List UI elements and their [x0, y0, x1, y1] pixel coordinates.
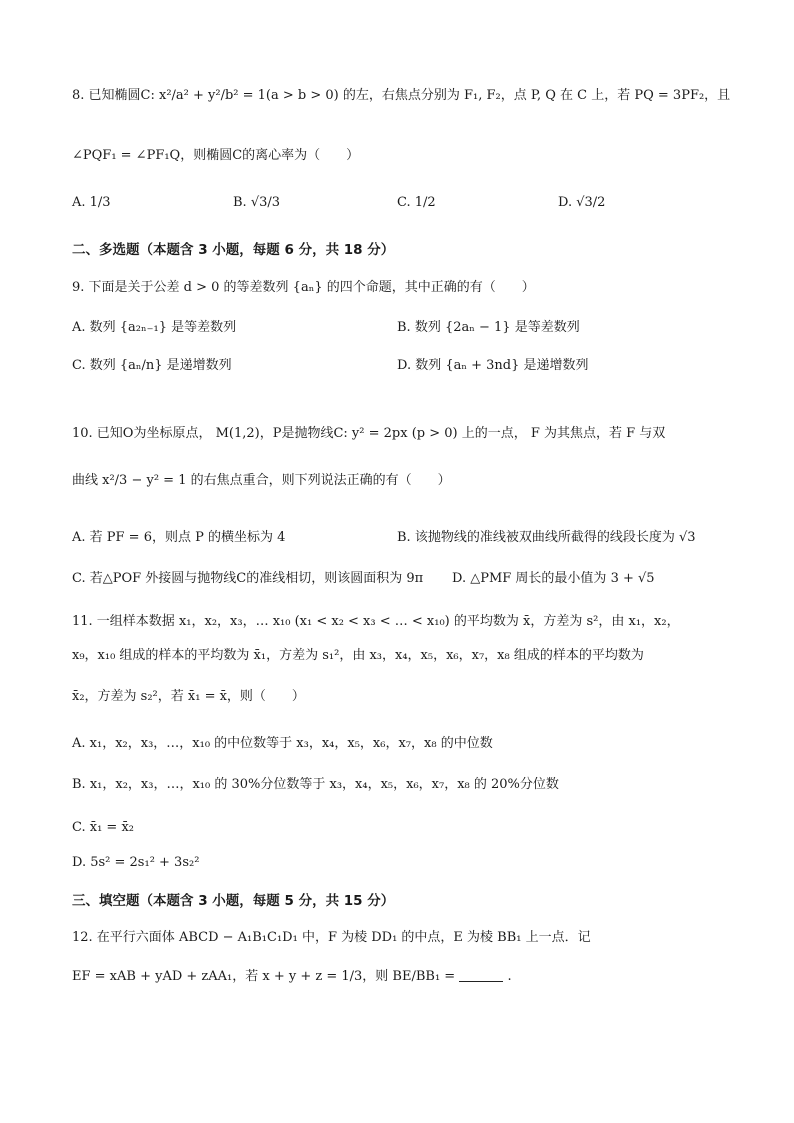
q10-option-b: B. 该抛物线的准线被双曲线所截得的线段长度为 √3	[397, 530, 696, 545]
q12-line1: 12. 在平行六面体 ABCD − A₁B₁C₁D₁ 中，F 为棱 DD₁ 的中点，E 为棱 BB₁ 上一点．记	[72, 930, 591, 945]
q11-option-b: B. x₁，x₂，x₃，…，x₁₀ 的 30%分位数等于 x₃，x₄，x₅，x₆，x₇，x₈ 的 20%分位数	[72, 777, 559, 792]
q9-option-d: D. 数列 {aₙ + 3nd} 是递增数列	[397, 358, 589, 373]
q12-line2-text: EF = xAB + yAD + zAA₁，若 x + y + z = 1/3，则 BE/BB₁ =	[72, 969, 456, 984]
q11-option-d: D. 5s² = 2s₁² + 3s₂²	[72, 855, 200, 870]
section-heading-fill-blank: 三、填空题（本题含 3 小题，每题 5 分，共 15 分）	[72, 893, 395, 909]
q11-line2: x₉，x₁₀ 组成的样本的平均数为 x̄₁，方差为 s₁²，由 x₃，x₄，x₅，x₆，x₇，x₈ 组成的样本的平均数为	[72, 648, 644, 663]
q9-option-c: C. 数列 {aₙ/n} 是递增数列	[72, 358, 232, 373]
q11-line3: x̄₂，方差为 s₂²，若 x̄₁ = x̄，则（ ）	[72, 689, 305, 704]
q8-option-c: C. 1/2	[397, 195, 436, 210]
q11-option-a: A. x₁，x₂，x₃，…，x₁₀ 的中位数等于 x₃，x₄，x₅，x₆，x₇，x₈ 的中位数	[72, 736, 493, 751]
section-heading-multi-choice: 二、多选题（本题含 3 小题，每题 6 分，共 18 分）	[72, 242, 395, 258]
q8-option-a: A. 1/3	[72, 195, 111, 210]
q12-line2-end: .	[507, 969, 512, 984]
answer-blank[interactable]	[459, 967, 503, 982]
q8-option-b: B. √3/3	[233, 195, 281, 210]
q10-option-a: A. 若 PF = 6，则点 P 的横坐标为 4	[72, 530, 286, 545]
q11-option-c: C. x̄₁ = x̄₂	[72, 820, 134, 835]
q8-option-d: D. √3/2	[558, 195, 606, 210]
q8-line1: 8. 已知椭圆C: x²/a² + y²/b² = 1(a > b > 0) 的左，右焦点分别为 F₁, F₂，点 P, Q 在 C 上，若 PQ = 3PF₂，且	[72, 88, 731, 103]
q8-line2: ∠PQF₁ = ∠PF₁Q，则椭圆C的离心率为（ ）	[72, 148, 360, 163]
q10-line1: 10. 已知O为坐标原点， M(1,2)，P是抛物线C: y² = 2px (p > 0) 上的一点， F 为其焦点，若 F 与双	[72, 426, 666, 441]
q11-line1: 11. 一组样本数据 x₁，x₂，x₃，… x₁₀ (x₁ < x₂ < x₃ < … < x₁₀) 的平均数为 x̄，方差为 s²，由 x₁，x₂，	[72, 614, 680, 629]
q10-line2: 曲线 x²/3 − y² = 1 的右焦点重合，则下列说法正确的有（ ）	[72, 473, 451, 488]
q12-line2	[72, 967, 512, 987]
q10-option-d: D. △PMF 周长的最小值为 3 + √5	[452, 571, 655, 586]
q9-option-a: A. 数列 {a₂ₙ₋₁} 是等差数列	[72, 320, 237, 335]
q10-option-c: C. 若△POF 外接圆与抛物线C的准线相切，则该圆面积为 9π	[72, 571, 424, 586]
q9-stem: 9. 下面是关于公差 d > 0 的等差数列 {aₙ} 的四个命题，其中正确的有（ ）	[72, 280, 535, 295]
q9-option-b: B. 数列 {2aₙ − 1} 是等差数列	[397, 320, 580, 335]
